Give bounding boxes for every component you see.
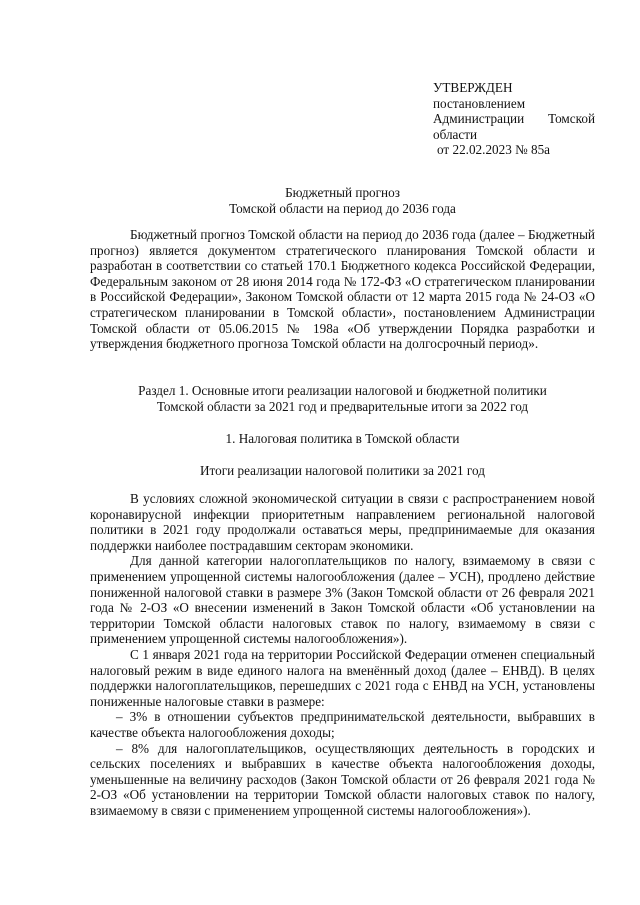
section-heading-line-1: Раздел 1. Основные итоги реализации налоговой и бюджетной политики	[138, 383, 547, 398]
subsection-heading	[90, 431, 595, 447]
list-item-8-percent: – 8% для налогоплательщиков, осуществляющих деятельность в городских и сельских поселениях и выбравших в качестве объекта налогообложения доходы, уменьшенные на величину расходов (Закон Томской области от 26 февраля 2021 года № 2-ОЗ «Об установлении на территории Томской области налоговых ставок по налогу, взимаемому в связи с применением упрощенной системы налогообложения»).	[90, 740, 595, 818]
approval-line-1: постановлением	[433, 95, 526, 111]
intro-paragraph: Бюджетный прогноз Томской области на период до 2036 года (далее – Бюджетный прогноз) является документом стратегического планирования Томской области и разработан в соответствии со статьей 170.1 Бюджетного кодекса Российской Федерации, Федеральным законом от 28 июня 2014 года № 172-ФЗ «О стратегическом планировании в Российской Федерации», Законом Томской области от 12 марта 2015 года № 24-ОЗ «О стратегическом планировании в Томской области», постановлением Администрации Томской области от 05.06.2015 № 198а «Об утверждении Порядка разработки и утверждения бюджетного прогноза Томской области на долгосрочный период».	[90, 227, 595, 352]
paragraph-3: С 1 января 2021 года на территории Российской Федерации отменен специальный налоговый режим в виде единого налога на вменённый доход (далее – ЕНВД). В целях поддержки налогоплательщиков, перешедших с 2021 года с ЕНВД на УСН, установлены пониженные налоговые ставки в размере:	[90, 646, 595, 709]
approval-line-3: области	[433, 126, 478, 142]
subsection-heading-text: 1. Налоговая политика в Томской области	[225, 431, 460, 446]
subsection-title	[90, 463, 595, 479]
approval-line-2: Администрации Томской	[433, 111, 595, 127]
section-heading	[90, 383, 595, 414]
approval-title: УТВЕРЖДЕН	[433, 80, 513, 95]
paragraph-2: Для данной категории налогоплательщиков по налогу, взимаемому в связи с применением упрощенной системы налогообложения (далее – УСН), продлено действие пониженной налоговой ставки в размере 3% (Закон Томской области от 26 февраля 2021 года № 2-ОЗ «О внесении изменений в Закон Томской области «Об установлении на территории Томской области налоговых ставок по налогу, взимаемому в связи с применением упрощенной системы налогообложения»).	[90, 553, 595, 647]
body-block	[90, 491, 595, 818]
document-title-line-1: Бюджетный прогноз	[285, 185, 400, 200]
paragraph-1: В условиях сложной экономической ситуации в связи с распространением новой коронавирусной инфекции приоритетным направлением региональной налоговой политики в 2021 году продолжали оставаться меры, предпринимаемые для оказания поддержки наиболее пострадавшим секторам экономики.	[90, 491, 595, 553]
list-item-3-percent: – 3% в отношении субъектов предпринимательской деятельности, выбравших в качестве объекта налогообложения доходы;	[90, 709, 595, 740]
document-title	[90, 185, 595, 216]
intro-block	[90, 227, 595, 352]
document-title-line-2: Томской области на период до 2036 года	[229, 200, 456, 216]
section-heading-line-2: Томской области за 2021 год и предварительные итоги за 2022 год	[156, 398, 529, 414]
approval-date: от 22.02.2023 № 85а	[437, 142, 551, 158]
approval-stamp	[433, 80, 595, 158]
subsection-title-text: Итоги реализации налоговой политики за 2021 год	[200, 463, 485, 478]
